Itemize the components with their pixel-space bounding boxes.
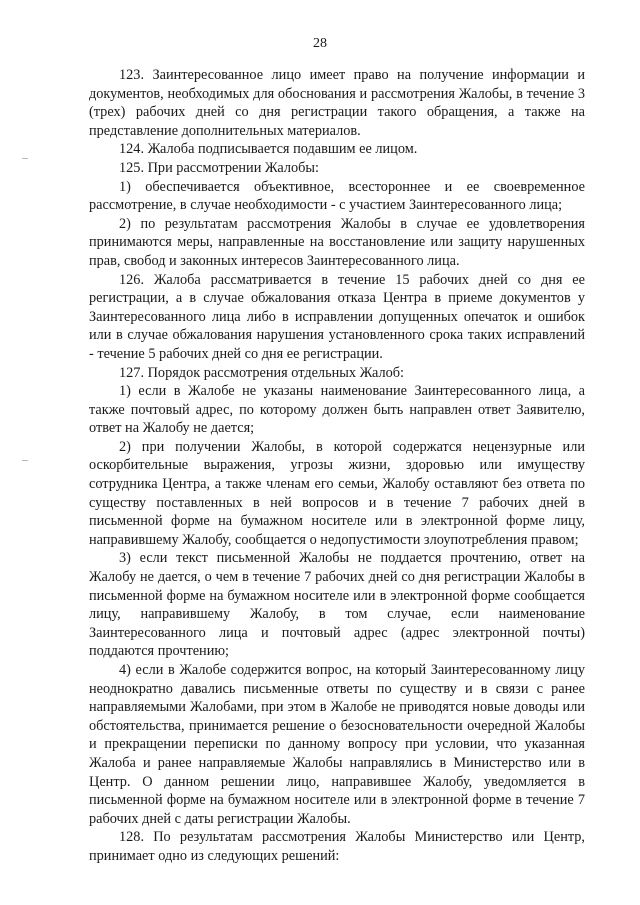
paragraph-124: 124. Жалоба подписывается подавшим ее лицом.	[119, 141, 418, 158]
paragraph-127: 127. Порядок рассмотрения отдельных Жалоб:	[119, 364, 405, 381]
margin-mark	[22, 460, 28, 461]
paragraph-125: 125. При рассмотрении Жалобы:	[119, 159, 319, 176]
paragraph-125-item-2: 2) по результатам рассмотрения Жалобы в случае ее удовлетворения принимаются меры, направленные на восстановление или защиту нарушенных прав, свобод и законных интересов Заинтересованного лица.	[89, 215, 585, 269]
document-body	[89, 66, 585, 866]
paragraph-127-item-3: 3) если текст письменной Жалобы не поддается прочтению, ответ на Жалобу не дается, о чем в течение 7 рабочих дней со дня регистрации Жалобы в письменной форме на бумажном носителе или в электронной форме сообщается лицу, направившему Жалобу, в том случае, если наименование Заинтересованного лица и почтовый адрес (адрес электронной почты) поддаются прочтению;	[89, 550, 585, 660]
page-number: 28	[313, 36, 327, 51]
paragraph-127-item-1: 1) если в Жалобе не указаны наименование Заинтересованного лица, а также почтовый адрес, по которому должен быть направлен ответ Заявителю, ответ на Жалобу не дается;	[89, 383, 585, 437]
paragraph-127-item-4: 4) если в Жалобе содержится вопрос, на который Заинтересованному лицу неоднократно давались письменные ответы по существу и в связи с ранее направляемыми Жалобами, при этом в Жалобе не приводятся новые доводы или обстоятельства, принимается решение о безосновательности очередной Жалобы и прекращении переписки по данному вопросу при условии, что указанная Жалоба и ранее направляемые Жалобы направлялись в Министерство или в Центр. О данном решении лицо, направившее Жалобу, уведомляется в письменной форме на бумажном носителе или в электронной форме в течение 7 рабочих дней с даты регистрации Жалобы.	[89, 662, 585, 827]
paragraph-126: 126. Жалоба рассматривается в течение 15 рабочих дней со дня ее регистрации, а в случае обжалования отказа Центра в приеме документов у Заинтересованного лица либо в исправлении допущенных опечаток и ошибок или в случае обжалования нарушения установленного срока таких исправлений - течение 5 рабочих дней со дня ее регистрации.	[89, 271, 585, 362]
paragraph-125-item-1: 1) обеспечивается объективное, всестороннее и ее своевременное рассмотрение, в случае необходимости - с участием Заинтересованного лица;	[89, 178, 585, 214]
margin-mark	[22, 158, 28, 159]
paragraph-128: 128. По результатам рассмотрения Жалобы Министерство или Центр, принимает одно из следующих решений:	[89, 829, 585, 864]
paragraph-127-item-2: 2) при получении Жалобы, в которой содержатся нецензурные или оскорбительные выражения, угрозы жизни, здоровью или имуществу сотрудника Центра, а также членам его семьи, Жалобу оставляют без ответа по существу поставленных в ней вопросов и в течение 7 рабочих дней в письменной форме на бумажном носителе или в электронной форме лицу, направившему Жалобу, сообщается о недопустимости злоупотребления правом;	[89, 438, 585, 548]
paragraph-123: 123. Заинтересованное лицо имеет право на получение информации и документов, необходимых для обоснования и рассмотрения Жалобы, в течение 3 (трех) рабочих дней со дня регистрации такого обращения, а также на представление дополнительных материалов.	[89, 67, 585, 139]
